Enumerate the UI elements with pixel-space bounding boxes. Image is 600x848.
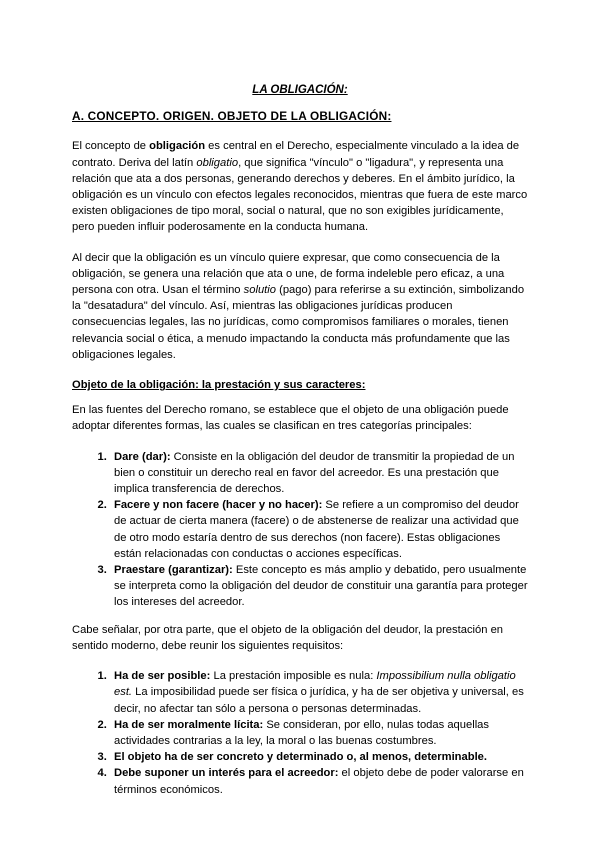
text: (pago) para referirse a su extinción, simbolizando la "desatadura" del vínculo. Así, mientras las obligaciones jurídicas producen consecuencias legales, las no jurídicas, como compromisos familiares o morales, tienen relevancia social o ética, a menudo impactando la conducta más profundamente que las obligaciones legales. <box>72 284 525 361</box>
text: El concepto de <box>72 140 150 153</box>
section-heading: A. CONCEPTO. ORIGEN. OBJETO DE LA OBLIGACIÓN: <box>72 109 392 124</box>
text: , que significa "vínculo" o "ligadura", y representa una relación que ata a dos personas, generando derechos y deberes. En el ámbito jurídico, la obligación es un vínculo con efectos legales reconocidos, mientras que fuera de este marco existen obligaciones de tipo moral, social o natural, que no son exigibles jurídicamente, pero pueden influir poderosamente en la conducta humana. <box>72 156 528 234</box>
list-item <box>110 668 528 717</box>
list-categorias <box>72 449 528 611</box>
document-title: LA OBLIGACIÓN: <box>252 84 348 96</box>
paragraph-fuentes: En las fuentes del Derecho romano, se establece que el objeto de una obligación puede adoptar diferentes formas, las cuales se clasifican en tres categorías principales: <box>72 404 509 433</box>
list-item-title: Facere y non facere (hacer y no hacer): <box>114 499 323 512</box>
italic-term: obligatio <box>196 156 239 169</box>
list-item-text: La prestación imposible es nula: <box>210 670 377 683</box>
paragraph-vinculo <box>72 250 528 363</box>
list-item <box>110 562 528 611</box>
italic-phrase: Impossibilium nulla obligatio est. <box>114 670 516 699</box>
list-item-text: La imposibilidad puede ser física o jurídica, y ha de ser objetiva y universal, es decir, no afectar tan sólo a persona o personas determinadas. <box>114 686 524 715</box>
list-item <box>110 749 528 765</box>
list-item-title: Debe suponer un interés para el acreedor: <box>114 767 339 780</box>
list-item <box>110 765 528 797</box>
italic-term: solutio <box>243 284 276 297</box>
list-item-text: Este concepto es más amplio y debatido, pero usualmente se interpreta como la obligación del deudor de constituir una garantía para proteger los intereses del acreedor. <box>114 564 528 609</box>
bold-term: obligación <box>149 140 206 153</box>
list-item-text: Se refiere a un compromiso del deudor de actuar de cierta manera (facere) o de abstenerse de realizar una actividad que de otro modo estaría dentro de sus derechos (non facere). Estas obligaciones están relacionadas con conductas o acciones específicas. <box>114 499 519 560</box>
list-requisitos <box>72 668 528 798</box>
list-item-text: el objeto debe de poder valorarse en términos económicos. <box>114 767 524 796</box>
list-item-title: Ha de ser moralmente lícita: <box>114 718 264 731</box>
list-item-title: Dare (dar): <box>114 450 171 463</box>
list-item-text: Se consideran, por ello, nulas todas aquellas actividades contrarias a la ley, la moral o las buenas costumbres. <box>114 718 489 747</box>
list-item <box>110 449 528 498</box>
list-item <box>110 497 528 562</box>
list-item-text: Consiste en la obligación del deudor de transmitir la propiedad de un bien o constituir un derecho real en favor del acreedor. Es una prestación que implica transferencia de derechos. <box>114 450 515 496</box>
list-item-title: Ha de ser posible: <box>114 670 211 683</box>
text: Al decir que la obligación es un vínculo quiere expresar, que como consecuencia de la obligación, se genera una relación que ata o une, de forma indeleble pero eficaz, a una persona con otra. Usan el término <box>72 251 505 297</box>
paragraph-concept <box>72 138 528 235</box>
list-item-title: Praestare (garantizar): <box>114 564 233 577</box>
list-item-title: El objeto ha de ser concreto y determinado o, al menos, determinable. <box>114 751 488 764</box>
subheading-objeto: Objeto de la obligación: la prestación y sus caracteres: <box>72 379 366 392</box>
text: es central en el Derecho, especialmente vinculado a la idea de contrato. Deriva del latín <box>72 140 520 169</box>
paragraph-requisitos: Cabe señalar, por otra parte, que el objeto de la obligación del deudor, la prestación en sentido moderno, debe reunir los siguientes requisitos: <box>72 623 504 652</box>
list-item <box>110 717 528 749</box>
